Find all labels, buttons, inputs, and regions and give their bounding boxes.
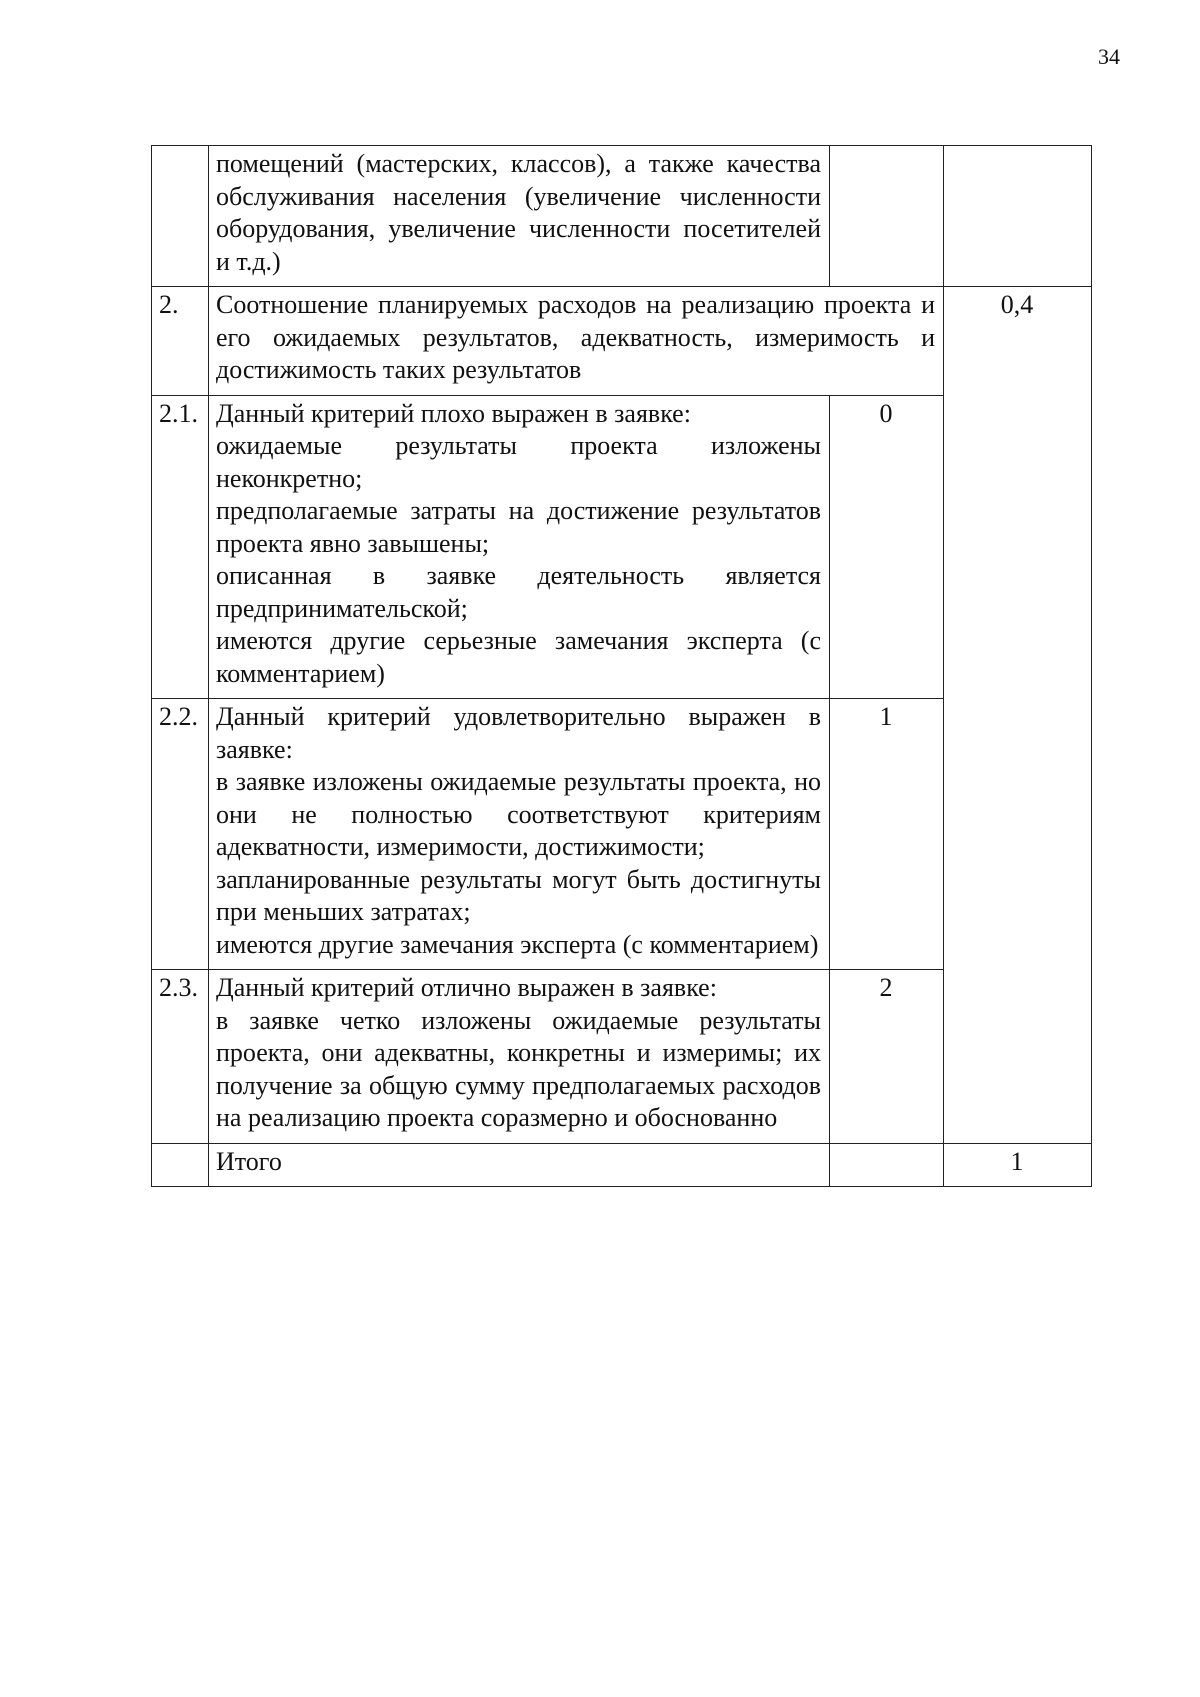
row-number-cell: 2.1.	[152, 395, 209, 699]
criterion-description-cell	[209, 699, 830, 970]
criterion-heading: Данный критерий удовлетворительно выражен в заявке:	[216, 702, 821, 764]
row-number-cell: 2.2.	[152, 699, 209, 970]
criterion-item: имеются другие замечания эксперта (с комментарием)	[216, 929, 819, 959]
score-cell	[830, 1143, 944, 1187]
criteria-table	[151, 145, 1092, 1187]
table-row	[152, 146, 1092, 287]
row-number-cell	[152, 146, 209, 287]
criterion-text-cell: помещений (мастерских, классов), а также качества обслуживания населения (увеличение численности оборудования, увеличение численности посетителей и т.д.)	[209, 146, 830, 287]
row-number-cell	[152, 1143, 209, 1187]
criterion-item: в заявке четко изложены ожидаемые результаты проекта, они адекватны, конкретны и измеримы; их получение за общую сумму предполагаемых расходов на реализацию проекта соразмерно и обоснованно	[216, 1005, 821, 1132]
score-cell: 2	[830, 970, 944, 1144]
criterion-item: ожидаемые результаты проекта изложены неконкретно;	[216, 431, 821, 493]
page-number: 34	[1098, 44, 1120, 69]
total-label-cell: Итого	[209, 1143, 830, 1187]
criterion-description-cell	[209, 970, 830, 1144]
weight-cell: 0,4	[944, 287, 1092, 1144]
criterion-item: запланированные результаты могут быть достигнуты при меньших затратах;	[216, 864, 821, 926]
table-row	[152, 1143, 1092, 1187]
score-cell	[830, 146, 944, 287]
weight-cell	[944, 146, 1092, 287]
criterion-item: предполагаемые затраты на достижение результатов проекта явно завышены;	[216, 496, 821, 558]
criterion-title-cell: Соотношение планируемых расходов на реализацию проекта и его ожидаемых результатов, адекватность, измеримость и достижимость таких результатов	[209, 287, 944, 396]
score-cell: 1	[830, 699, 944, 970]
criterion-heading: Данный критерий плохо выражен в заявке:	[216, 398, 691, 428]
criterion-item: в заявке изложены ожидаемые результаты проекта, но они не полностью соответствуют критериям адекватности, измеримости, достижимости;	[216, 767, 821, 861]
criterion-item: описанная в заявке деятельность является предпринимательской;	[216, 561, 821, 623]
criterion-heading: Данный критерий отлично выражен в заявке:	[216, 973, 717, 1002]
table-row	[152, 287, 1092, 396]
total-weight-cell: 1	[944, 1143, 1092, 1187]
criterion-item: имеются другие серьезные замечания эксперта (с комментарием)	[216, 626, 821, 688]
score-cell: 0	[830, 395, 944, 699]
row-number-cell: 2.	[152, 287, 209, 396]
row-number-cell: 2.3.	[152, 970, 209, 1144]
criterion-description-cell	[209, 395, 830, 699]
